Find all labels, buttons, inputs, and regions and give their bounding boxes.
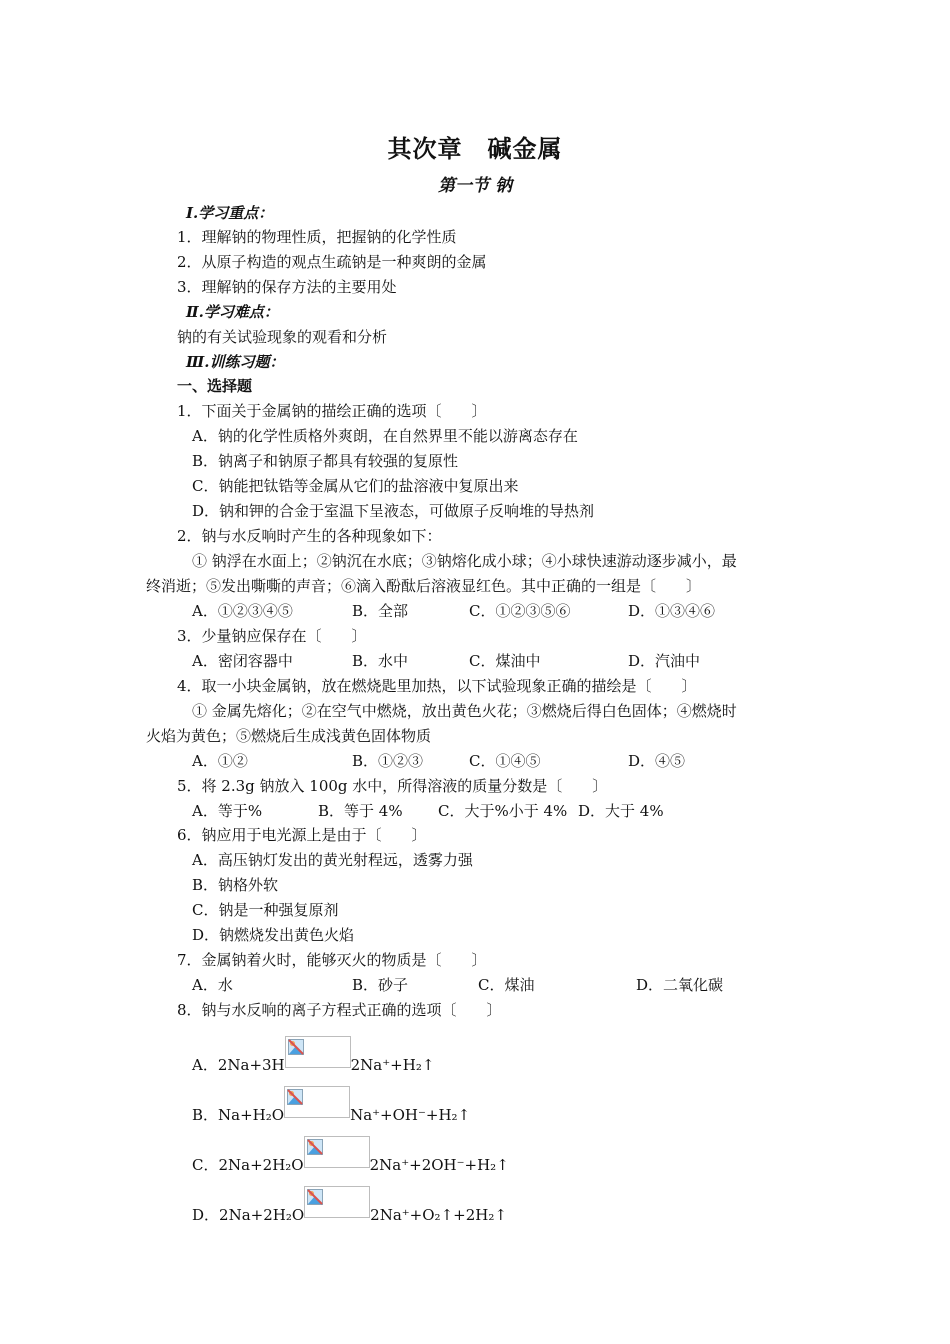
broken-image-placeholder xyxy=(284,1086,350,1118)
key-point-3: 3．理解钠的保存方法的主要用处 xyxy=(177,278,397,296)
question-7: 7．金属钠着火时，能够灭火的物质是〔 〕 xyxy=(177,951,487,969)
q4-option-d: D．④⑤ xyxy=(628,752,686,770)
question-8: 8．钠与水反响的离子方程式正确的选项〔 〕 xyxy=(177,1001,502,1019)
section-subtitle: 第一节 钠 xyxy=(438,176,512,196)
heading-exercises: Ⅲ.训练习题： xyxy=(186,353,285,371)
q8-b-products: Na⁺+OH⁻+H₂↑ xyxy=(350,1106,471,1124)
q8-c-products: 2Na⁺+2OH⁻+H₂↑ xyxy=(369,1156,509,1174)
key-point-1: 1．理解钠的物理性质，把握钠的化学性质 xyxy=(177,228,457,246)
q5-option-a: A．等于% xyxy=(192,802,263,820)
q8-a-products: 2Na⁺+H₂↑ xyxy=(350,1056,435,1074)
key-point-2: 2．从原子构造的观点生疏钠是一种爽朗的金属 xyxy=(177,253,487,271)
q3-option-a: A．密闭容器中 xyxy=(192,652,293,670)
q2-phenomena-line-2: 终消逝；⑤发出嘶嘶的声音；⑥滴入酚酞后溶液显红色。其中正确的一组是〔 〕 xyxy=(146,577,702,595)
image-icon xyxy=(287,1089,303,1105)
q7-option-c: C．煤油 xyxy=(478,976,535,994)
q7-option-a: A．水 xyxy=(192,976,233,994)
broken-image-placeholder xyxy=(304,1136,370,1168)
q8-a-reactants: A．2Na+3H xyxy=(192,1056,285,1074)
heading-difficulties: Ⅱ.学习难点： xyxy=(186,303,279,321)
part-multiple-choice: 一、选择题 xyxy=(177,377,253,395)
q5-option-c: C．大于%小于 4% xyxy=(438,802,568,820)
image-icon xyxy=(307,1189,323,1205)
q4-option-c: C．①④⑤ xyxy=(469,752,541,770)
q4-option-b: B．①②③ xyxy=(352,752,424,770)
q3-option-d: D．汽油中 xyxy=(628,652,701,670)
q1-option-c: C．钠能把钛锆等金属从它们的盐溶液中复原出来 xyxy=(192,477,519,495)
q4-phenomena-line-1: ① 金属先熔化；②在空气中燃烧，放出黄色火花；③燃烧后得白色固体；④燃烧时 xyxy=(192,702,737,720)
q6-option-c: C．钠是一种强复原剂 xyxy=(192,901,339,919)
question-3: 3．少量钠应保存在〔 〕 xyxy=(177,627,367,645)
question-4: 4．取一小块金属钠，放在燃烧匙里加热，以下试验现象正确的描绘是〔 〕 xyxy=(177,677,697,695)
q7-option-b: B．砂子 xyxy=(352,976,409,994)
q4-option-a: A．①② xyxy=(192,752,248,770)
q6-option-b: B．钠格外软 xyxy=(192,876,279,894)
q5-option-d: D．大于 4% xyxy=(578,802,664,820)
q2-option-a: A．①②③④⑤ xyxy=(192,602,293,620)
q4-phenomena-line-2: 火焰为黄色；⑤燃烧后生成浅黄色固体物质 xyxy=(146,727,432,745)
q1-option-a: A．钠的化学性质格外爽朗，在自然界里不能以游离态存在 xyxy=(192,427,578,445)
question-1: 1．下面关于金属钠的描绘正确的选项〔 〕 xyxy=(177,402,487,420)
q6-option-a: A．高压钠灯发出的黄光射程远，透雾力强 xyxy=(192,851,473,869)
q5-option-b: B．等于 4% xyxy=(318,802,403,820)
q8-d-reactants: D．2Na+2H₂O xyxy=(192,1206,305,1224)
q8-option-a xyxy=(192,1036,434,1075)
q8-b-reactants: B．Na+H₂O xyxy=(192,1106,285,1124)
heading-key-points: Ⅰ.学习重点： xyxy=(186,204,274,222)
q7-option-d: D．二氧化碳 xyxy=(636,976,724,994)
question-5: 5．将 2.3g 钠放入 100g 水中，所得溶液的质量分数是〔 〕 xyxy=(177,777,608,795)
broken-image-placeholder xyxy=(285,1036,351,1068)
q2-option-c: C．①②③⑤⑥ xyxy=(469,602,571,620)
image-icon xyxy=(288,1039,304,1055)
q3-option-c: C．煤油中 xyxy=(469,652,541,670)
broken-image-placeholder xyxy=(304,1186,370,1218)
q8-option-d xyxy=(192,1186,507,1225)
question-2: 2．钠与水反响时产生的各种现象如下： xyxy=(177,527,442,545)
question-6: 6．钠应用于电光源上是由于〔 〕 xyxy=(177,826,427,844)
q8-c-reactants: C．2Na+2H₂O xyxy=(192,1156,304,1174)
q8-d-products: 2Na⁺+O₂↑+2H₂↑ xyxy=(370,1206,507,1224)
q2-option-b: B．全部 xyxy=(352,602,409,620)
q1-option-b: B．钠离子和钠原子都具有较强的复原性 xyxy=(192,452,459,470)
image-icon xyxy=(307,1139,323,1155)
q8-option-c xyxy=(192,1136,509,1175)
q3-option-b: B．水中 xyxy=(352,652,409,670)
difficulty-text: 钠的有关试验现象的观看和分析 xyxy=(177,328,388,346)
document-title: 其次章 碱金属 xyxy=(387,135,563,163)
q6-option-d: D．钠燃烧发出黄色火焰 xyxy=(192,926,355,944)
q2-option-d: D．①③④⑥ xyxy=(628,602,716,620)
q2-phenomena-line-1: ① 钠浮在水面上；②钠沉在水底；③钠熔化成小球；④小球快速游动逐步减小，最 xyxy=(192,552,737,570)
q1-option-d: D．钠和钾的合金于室温下呈液态，可做原子反响堆的导热剂 xyxy=(192,502,595,520)
q8-option-b xyxy=(192,1086,470,1125)
